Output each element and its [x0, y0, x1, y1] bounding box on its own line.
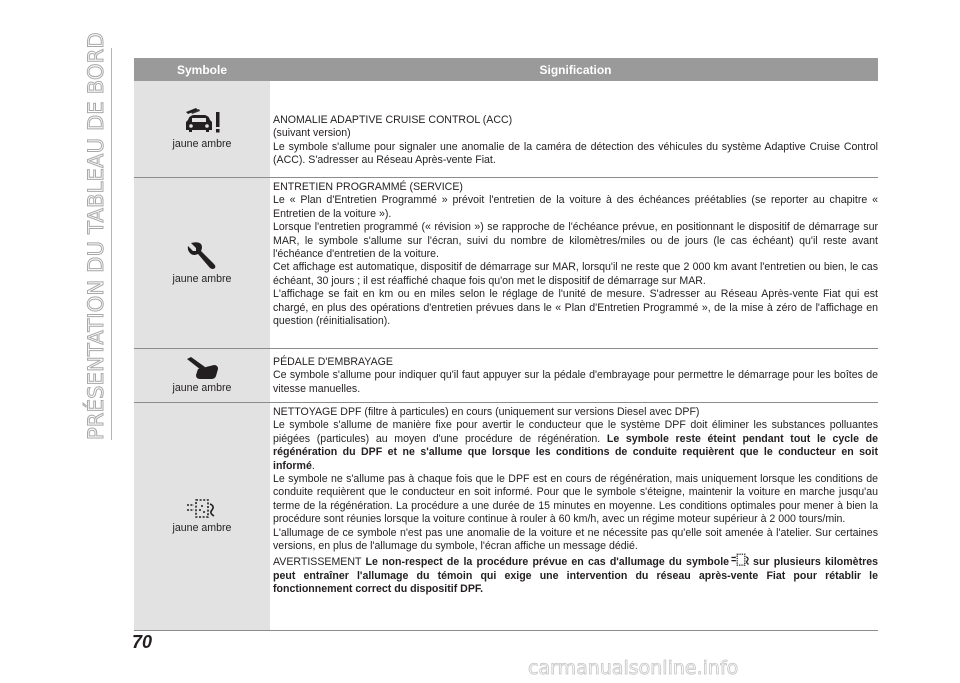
- paragraph-end: .: [311, 459, 315, 472]
- chapter-side-title: PRÉSENTATION DU TABLEAU DE BORD: [84, 32, 108, 440]
- meaning-cell: [273, 81, 878, 177]
- row-subtitle: (suivant version): [273, 127, 351, 140]
- table-row: [134, 178, 878, 349]
- warning-bold-text: Le non-respect de la procédure prévue en cas d'allumage du symbole: [365, 556, 730, 569]
- warning-paragraph: [273, 553, 878, 596]
- symbols-table: [134, 58, 878, 631]
- symbol-color-label: jaune ambre: [172, 137, 232, 150]
- paragraph-bold-text: Le symbole reste éteint pendant tout le cycle de régénération du DPF et ne s'allume que lorsque les conditions de conduite requièrent que le conducteur en soit informé: [273, 432, 878, 472]
- row-paragraph: [273, 419, 878, 473]
- row-title: ANOMALIE ADAPTIVE CRUISE CONTROL (ACC): [273, 114, 513, 126]
- paragraph-text: Le symbole s'allume de manière fixe pour avertir le conducteur que le système DPF doit éliminer les substances polluantes piégées (particules) au moyen d'une procédure de régénération.: [273, 419, 878, 445]
- header-symbol: Symbole: [176, 62, 227, 77]
- warning-bold-text: sur plusieurs kilomètres peut entraîner l'allumage du témoin qui exige une intervention du réseau après-vente Fiat pour rétablir le fonctionnement correct du dispositif DPF.: [273, 556, 879, 596]
- wrench-icon: [187, 241, 217, 271]
- header-meaning: Signification: [539, 62, 612, 77]
- acc-fault-icon: [182, 108, 222, 136]
- row-paragraph: L'affichage se fait en km ou en miles selon le réglage de l'unité de mesure. S'adresser au Réseau Après-vente Fiat qui est chargé, en plus des opérations d'entretien prévues dans le « Plan d'Entretien Programmé », de la mise à zéro de l'affichage en question (réinitialisation).: [273, 288, 878, 328]
- symbol-cell: [134, 81, 270, 177]
- watermark: carmanualsonline.info: [528, 657, 739, 679]
- table-row: [134, 403, 878, 631]
- symbol-cell: [134, 349, 270, 402]
- warning-label: AVERTISSEMENT: [273, 556, 362, 569]
- table-header: [134, 58, 878, 81]
- row-paragraph: Le symbole s'allume pour signaler une anomalie de la caméra de détection des véhicules du système Adaptive Cruise Control (ACC). S'adresser au Réseau Après-vente Fiat.: [273, 140, 878, 167]
- symbol-color-label: jaune ambre: [172, 272, 232, 285]
- row-title: PÉDALE D'EMBRAYAGE: [273, 356, 393, 368]
- row-paragraph: Cet affichage est automatique, dispositif de démarrage sur MAR, lorsqu'il ne reste que 2 000 km avant l'entretien ou bien, le cas échéant, 30 jours ; il est réaffiché chaque fois qu'on met le dispositif de démarrage sur MAR.: [273, 261, 878, 287]
- symbol-color-label: jaune ambre: [172, 522, 232, 534]
- side-divider: [111, 48, 112, 440]
- page-number: 70: [132, 632, 153, 652]
- row-title: NETTOYAGE DPF (filtre à particules) en cours (uniquement sur versions Diesel avec DPF): [273, 406, 700, 418]
- dpf-icon: [187, 498, 217, 520]
- table-row: [134, 349, 878, 403]
- table-row: [134, 81, 878, 178]
- symbol-color-label: jaune ambre: [172, 382, 232, 394]
- meaning-cell: [273, 403, 878, 630]
- row-paragraph: Ce symbole s'allume pour indiquer qu'il faut appuyer sur la pédale d'embrayage pour permettre le démarrage pour les boîtes de vitesse manuelles.: [273, 369, 878, 395]
- row-paragraph: Le « Plan d'Entretien Programmé » prévoit l'entretien de la voiture à des échéances préétablies (se reporter au chapitre « Entretien de la voiture »).: [273, 194, 878, 220]
- clutch-pedal-icon: [185, 356, 219, 380]
- dpf-icon: [730, 553, 752, 567]
- meaning-cell: [273, 178, 878, 348]
- row-paragraph: L'allumage de ce symbole n'est pas une anomalie de la voiture et ne nécessite pas qu'elle soit amenée à l'atelier. Sur certaines versions, en plus de l'allumage du symbole, l'écran affiche un message dédié.: [273, 526, 878, 553]
- meaning-cell: [273, 349, 878, 402]
- symbol-cell: [134, 403, 270, 630]
- symbol-cell: [134, 178, 270, 348]
- row-paragraph: Le symbole ne s'allume pas à chaque fois que le DPF est en cours de régénération, mais uniquement lorsque les conditions de conduite requièrent que le conducteur en soit informé. Pour que le symbole s'éteigne, maintenir la voiture en marche jusqu'au terme de la régénération. La procédure a une durée de 15 minutes en moyenne. Les conditions optimales pour mener à bien la procédure sont réunies lorsque la voiture continue à rouler à 60 km/h, avec un régime moteur supérieur à 2 000 tours/min.: [273, 473, 878, 526]
- row-title: ENTRETIEN PROGRAMMÉ (SERVICE): [273, 181, 463, 193]
- row-paragraph: Lorsque l'entretien programmé (« révision ») se rapproche de l'échéance prévue, en positionnant le dispositif de démarrage sur MAR, le symbole s'allume sur l'écran, suivi du nombre de kilomètres/miles ou de jours (le cas échéant) qu'il reste avant l'échéance d'entretien de la voiture.: [273, 221, 878, 261]
